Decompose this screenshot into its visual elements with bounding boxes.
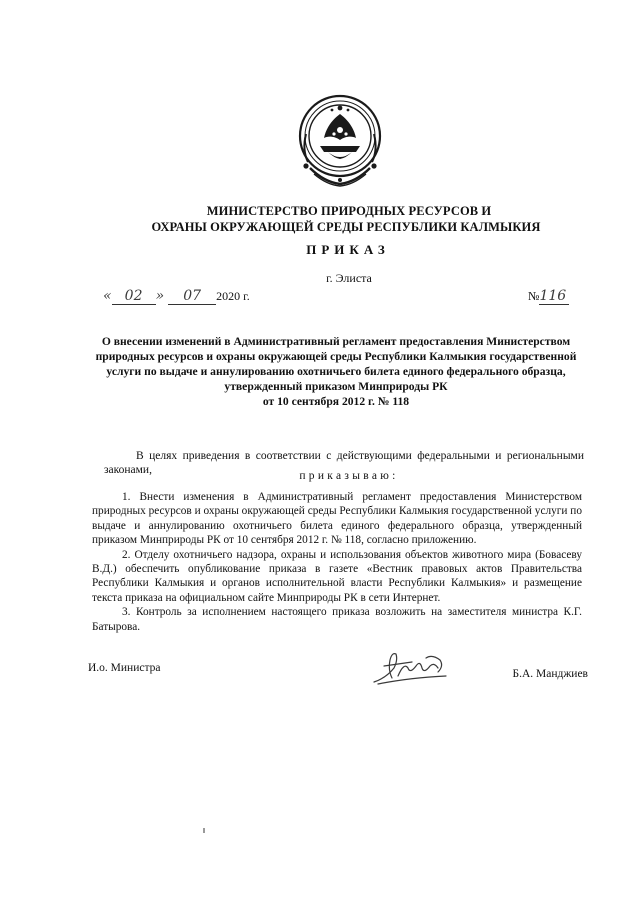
order-keyword: приказываю: [299, 470, 399, 482]
coat-of-arms-emblem [294, 92, 386, 188]
number-value: 116 [539, 288, 569, 305]
signature-block [88, 662, 588, 702]
document-type-heading: ПРИКАЗ [306, 242, 390, 257]
ministry-name-line-2: ОХРАНЫ ОКРУЖАЮЩЕЙ СРЕДЫ РЕСПУБЛИКИ КАЛМЫКИЯ [151, 220, 541, 234]
order-title-line-1: О внесении изменений в Административный регламент предоставления Министерством [101, 335, 571, 348]
handwritten-signature [368, 648, 452, 686]
date-year: 2020 г. [216, 289, 250, 303]
scan-speck [203, 828, 205, 833]
order-title-line-2: природных ресурсов и охраны окружающей среды Республики Калмыкия государственной [95, 350, 577, 363]
order-title-line-4: утвержденный приказом Минприроды РК [224, 380, 448, 393]
signatory-name: Б.А. Манджиев [512, 668, 588, 680]
date-day: 02 [112, 288, 156, 305]
document-date [103, 288, 250, 305]
signatory-title: И.о. Министра [88, 662, 161, 674]
date-close-quote: » [155, 288, 165, 304]
city-label: г. Элиста [326, 271, 372, 285]
intro-paragraph: В целях приведения в соответствии с действующими федеральными и региональными законами, [104, 450, 584, 476]
order-item-3: 3. Контроль за исполнением настоящего приказа возложить на заместителя министра К.Г. Батырова. [92, 606, 582, 633]
order-item-1: 1. Внести изменения в Административный регламент предоставления Министерством природных ресурсов и охраны окружающей среды Республики Калмыкия государственной услуги по выдаче и аннулированию охотничьего билета единого федерального образца, утвержденный приказом Минприроды РК от 10 сентября 2012 г. № 118, согласно приложению. [92, 491, 582, 547]
document-number [528, 288, 569, 305]
order-title [90, 334, 582, 409]
ministry-header [0, 203, 640, 235]
order-item-2: 2. Отделу охотничьего надзора, охраны и использования объектов животного мира (Бовасеву В.Д.) обеспечить опубликование приказа в газете «Вестник правовых актов Правительства Республики Калмыкия и органов исполнительной власти Республики Калмыкия» и размещение текста приказа на официальном сайте Минприроды РК в сети Интернет. [92, 548, 582, 604]
ministry-name-line-1: МИНИСТЕРСТВО ПРИРОДНЫХ РЕСУРСОВ И [206, 204, 492, 218]
order-items [92, 490, 582, 634]
date-open-quote: « [103, 288, 112, 304]
order-title-line-3: услуги по выдаче и аннулированию охотничьего билета единого федерального образца, [106, 365, 566, 378]
number-prefix: № [528, 289, 540, 303]
order-title-line-5: от 10 сентября 2012 г. № 118 [262, 395, 410, 408]
date-month: 07 [168, 288, 216, 305]
